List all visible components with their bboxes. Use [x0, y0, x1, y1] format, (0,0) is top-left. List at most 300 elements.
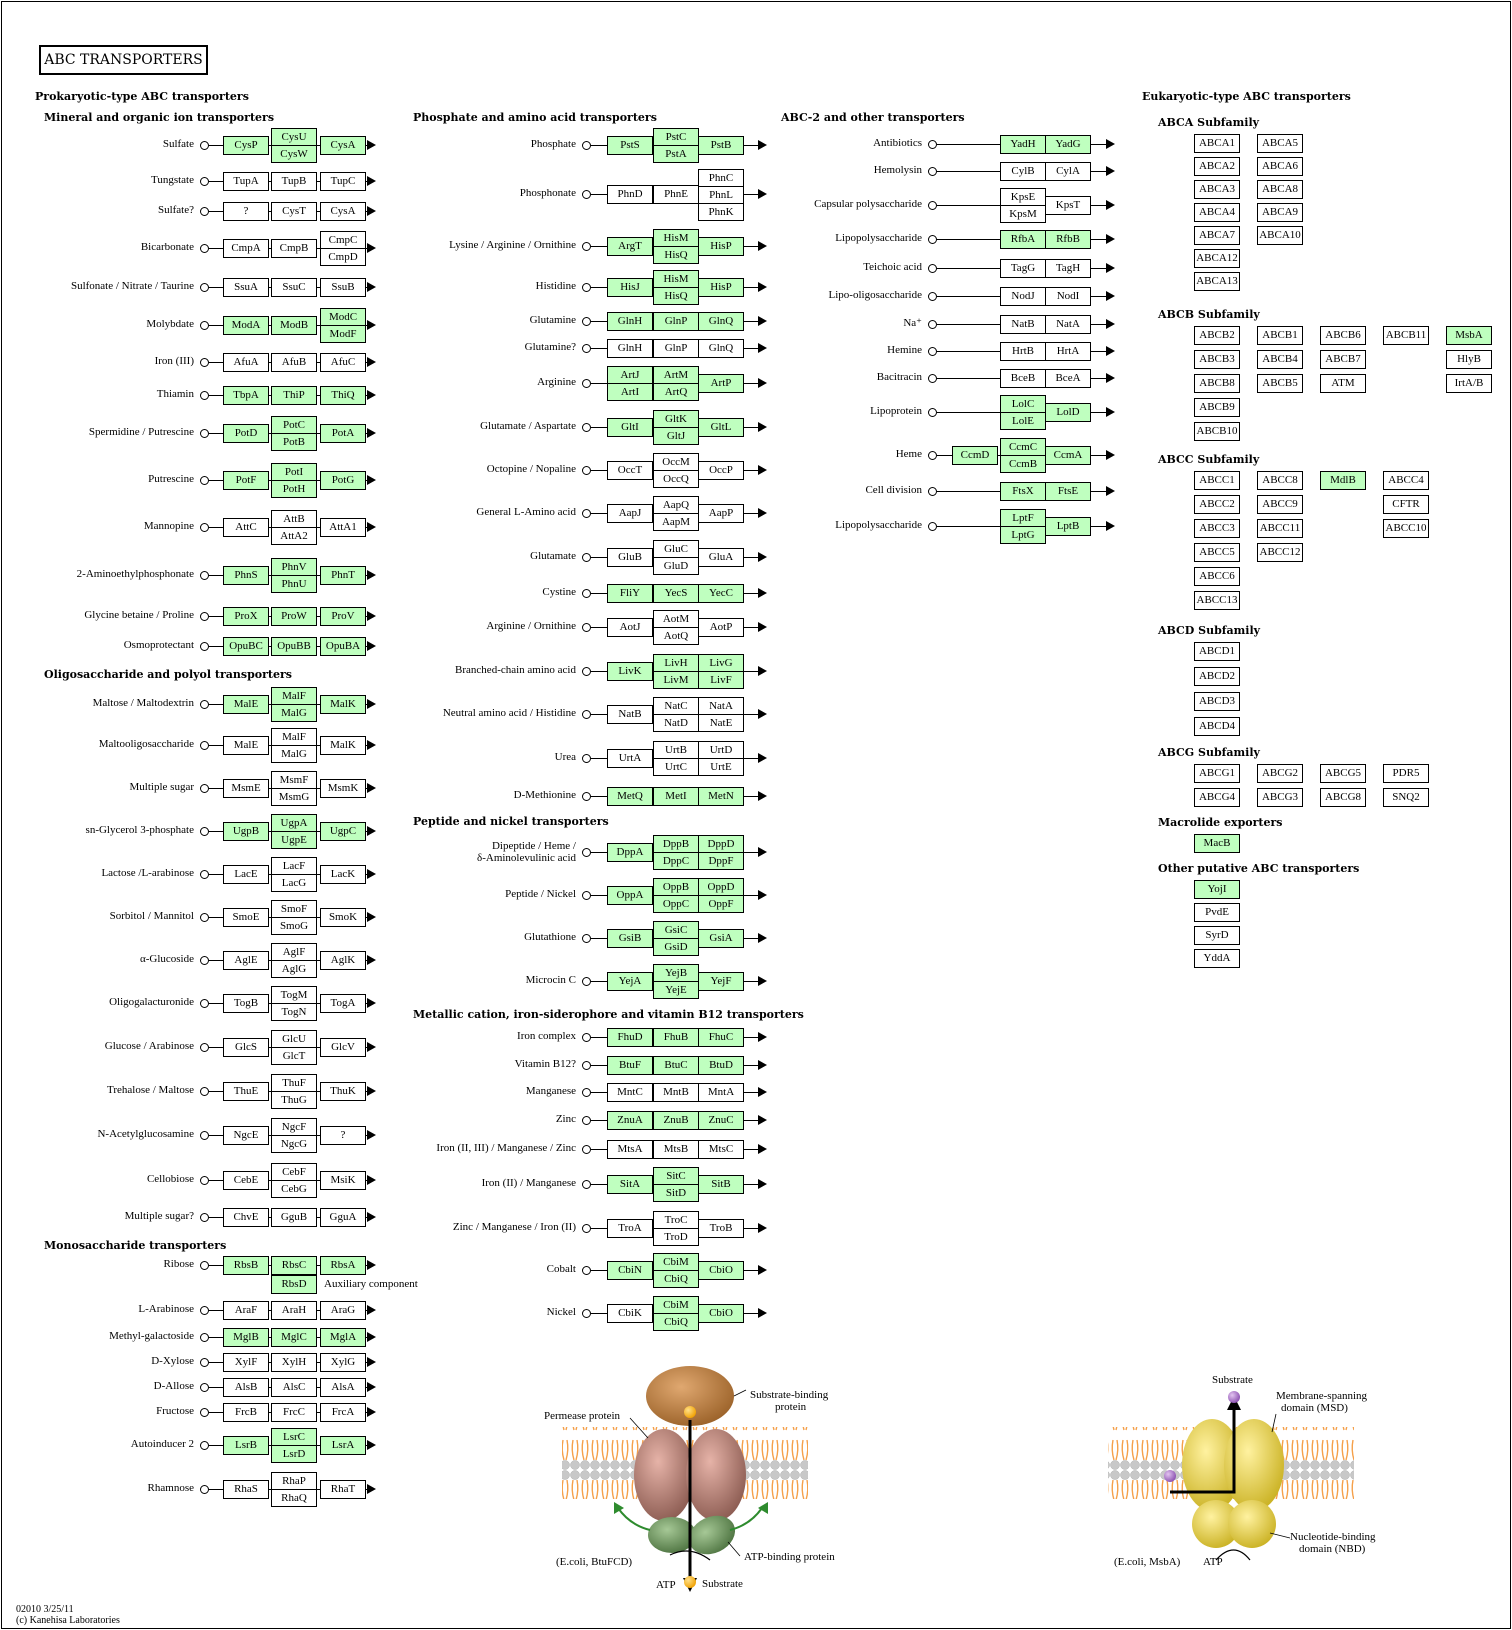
gene-b-potb[interactable]: PotB: [271, 433, 317, 451]
gene-thuk[interactable]: ThuK: [320, 1082, 366, 1101]
gene-macb[interactable]: MacB: [1194, 834, 1240, 853]
gene-btuc[interactable]: BtuC: [653, 1056, 699, 1075]
gene-prov[interactable]: ProV: [320, 607, 366, 626]
gene-araf[interactable]: AraF: [223, 1301, 269, 1320]
gene-c-livf[interactable]: LivF: [698, 671, 744, 689]
gene-aotj[interactable]: AotJ: [607, 618, 653, 637]
gene-b-malg[interactable]: MalG: [271, 745, 317, 763]
gene-hisp[interactable]: HisP: [698, 237, 744, 256]
gene-ccmd[interactable]: CcmD: [952, 446, 998, 465]
gene-b-atta2[interactable]: AttA2: [271, 527, 317, 545]
gene-rhat[interactable]: RhaT: [320, 1480, 366, 1499]
gene-agle[interactable]: AglE: [223, 951, 269, 970]
gene-snq2[interactable]: SNQ2: [1383, 788, 1429, 807]
gene-abca12[interactable]: ABCA12: [1194, 249, 1240, 268]
gene-yadg[interactable]: YadG: [1045, 135, 1091, 154]
gene-b-aglf[interactable]: AglF: [271, 943, 317, 961]
gene-b-cbim[interactable]: CbiM: [653, 1253, 699, 1271]
gene-afua[interactable]: AfuA: [223, 353, 269, 372]
gene-msba[interactable]: MsbA: [1446, 326, 1492, 345]
gene-abcd4[interactable]: ABCD4: [1194, 717, 1240, 736]
gene-cbio[interactable]: CbiO: [698, 1304, 744, 1323]
gene-thip[interactable]: ThiP: [271, 386, 317, 405]
gene-b-sitd[interactable]: SitD: [653, 1184, 699, 1202]
gene-cylb[interactable]: CylB: [1000, 162, 1046, 181]
gene-trob[interactable]: TroB: [698, 1219, 744, 1238]
gene-xylh[interactable]: XylH: [271, 1353, 317, 1372]
gene-b-lptf[interactable]: LptF: [1000, 509, 1046, 527]
gene-abcc5[interactable]: ABCC5: [1194, 543, 1240, 562]
gene-b-gltj[interactable]: GltJ: [653, 427, 699, 445]
gene-c-oppf[interactable]: OppF: [698, 895, 744, 913]
gene-c-cmpd[interactable]: CmpD: [320, 248, 366, 266]
gene-b-artq[interactable]: ArtQ: [653, 383, 699, 401]
gene-occt[interactable]: OccT: [607, 461, 653, 480]
gene-mglb[interactable]: MglB: [223, 1328, 269, 1347]
gene-c-phnk[interactable]: PhnK: [698, 203, 744, 221]
gene-b-lacg[interactable]: LacG: [271, 874, 317, 892]
gene-b-occq[interactable]: OccQ: [653, 470, 699, 488]
gene-ugpc[interactable]: UgpC: [320, 822, 366, 841]
gene-ggub[interactable]: GguB: [271, 1208, 317, 1227]
gene-thiq[interactable]: ThiQ: [320, 386, 366, 405]
gene-aapp[interactable]: AapP: [698, 504, 744, 523]
gene-b-attb[interactable]: AttB: [271, 510, 317, 528]
gene-rfbb[interactable]: RfbB: [1045, 230, 1091, 249]
gene-b-lsrd[interactable]: LsrD: [271, 1445, 317, 1463]
gene-abcc2[interactable]: ABCC2: [1194, 495, 1240, 514]
gene-gltl[interactable]: GltL: [698, 418, 744, 437]
gene-c-cmpc[interactable]: CmpC: [320, 231, 366, 249]
gene-ssub[interactable]: SsuB: [320, 278, 366, 297]
gene-ggua[interactable]: GguA: [320, 1208, 366, 1227]
gene-abcc8[interactable]: ABCC8: [1257, 471, 1303, 490]
gene-b-lptg[interactable]: LptG: [1000, 526, 1046, 544]
gene-opubb[interactable]: OpuBB: [271, 637, 317, 656]
gene-b-rhap[interactable]: RhaP: [271, 1472, 317, 1490]
gene-b-aapq[interactable]: AapQ: [653, 496, 699, 514]
gene-cysa[interactable]: CysA: [320, 202, 366, 221]
gene-frcc[interactable]: FrcC: [271, 1403, 317, 1422]
gene-xylg[interactable]: XylG: [320, 1353, 366, 1372]
gene-pstb[interactable]: PstB: [698, 136, 744, 155]
gene-b-lole[interactable]: LolE: [1000, 412, 1046, 430]
gene-b-rhaq[interactable]: RhaQ: [271, 1489, 317, 1507]
gene-nodi[interactable]: NodI: [1045, 287, 1091, 306]
gene-b-msmg[interactable]: MsmG: [271, 788, 317, 806]
gene-potf[interactable]: PotF: [223, 471, 269, 490]
gene-mnta[interactable]: MntA: [698, 1083, 744, 1102]
gene-b-urtc[interactable]: UrtC: [653, 758, 699, 776]
gene-tbpa[interactable]: TbpA: [223, 386, 269, 405]
gene-rbsb[interactable]: RbsB: [223, 1256, 269, 1275]
gene-b-poth[interactable]: PotH: [271, 480, 317, 498]
gene-male[interactable]: MalE: [223, 736, 269, 755]
gene-smoe[interactable]: SmoE: [223, 908, 269, 927]
gene-rbsc[interactable]: RbsC: [271, 1256, 317, 1275]
gene-pvde[interactable]: PvdE: [1194, 903, 1240, 922]
gene-metq[interactable]: MetQ: [607, 787, 653, 806]
gene-b-lsrc[interactable]: LsrC: [271, 1428, 317, 1446]
gene-kpst[interactable]: KpsT: [1045, 196, 1091, 215]
gene-b-ccmc[interactable]: CcmC: [1000, 438, 1046, 456]
gene-mntb[interactable]: MntB: [653, 1083, 699, 1102]
gene-glti[interactable]: GltI: [607, 418, 653, 437]
gene-abca9[interactable]: ABCA9: [1257, 203, 1303, 222]
gene-malk[interactable]: MalK: [320, 736, 366, 755]
gene-[interactable]: ?: [223, 202, 269, 221]
gene-togb[interactable]: TogB: [223, 994, 269, 1013]
gene-c-oppd[interactable]: OppD: [698, 878, 744, 896]
gene-b-glcu[interactable]: GlcU: [271, 1030, 317, 1048]
gene-mtsa[interactable]: MtsA: [607, 1140, 653, 1159]
gene-abcb10[interactable]: ABCB10: [1194, 422, 1240, 441]
gene-abcb7[interactable]: ABCB7: [1320, 350, 1366, 369]
gene-b-phnu[interactable]: PhnU: [271, 575, 317, 593]
gene-b-hisq[interactable]: HisQ: [653, 287, 699, 305]
gene-rbsa[interactable]: RbsA: [320, 1256, 366, 1275]
gene-b-dppb[interactable]: DppB: [653, 835, 699, 853]
gene-abca3[interactable]: ABCA3: [1194, 180, 1240, 199]
gene-b-livm[interactable]: LivM: [653, 671, 699, 689]
gene-lace[interactable]: LacE: [223, 865, 269, 884]
gene-nodj[interactable]: NodJ: [1000, 287, 1046, 306]
gene-b-malf[interactable]: MalF: [271, 728, 317, 746]
gene-abcc11[interactable]: ABCC11: [1257, 519, 1303, 538]
gene-bceb[interactable]: BceB: [1000, 369, 1046, 388]
gene-b-cysw[interactable]: CysW: [271, 145, 317, 163]
gene-troa[interactable]: TroA: [607, 1219, 653, 1238]
gene-b-togn[interactable]: TogN: [271, 1003, 317, 1021]
gene-abca1[interactable]: ABCA1: [1194, 134, 1240, 153]
gene-abcd3[interactable]: ABCD3: [1194, 692, 1240, 711]
gene-cyla[interactable]: CylA: [1045, 162, 1091, 181]
gene-pota[interactable]: PotA: [320, 424, 366, 443]
gene-hrtb[interactable]: HrtB: [1000, 342, 1046, 361]
gene-glnh[interactable]: GlnH: [607, 339, 653, 358]
gene-b-dppc[interactable]: DppC: [653, 852, 699, 870]
gene-thue[interactable]: ThuE: [223, 1082, 269, 1101]
gene-c-dppf[interactable]: DppF: [698, 852, 744, 870]
gene-abcb8[interactable]: ABCB8: [1194, 374, 1240, 393]
gene-arah[interactable]: AraH: [271, 1301, 317, 1320]
gene-atm[interactable]: ATM: [1320, 374, 1366, 393]
gene-cbik[interactable]: CbiK: [607, 1304, 653, 1323]
gene-occp[interactable]: OccP: [698, 461, 744, 480]
gene-glub[interactable]: GluB: [607, 548, 653, 567]
gene-hrta[interactable]: HrtA: [1045, 342, 1091, 361]
gene-b-natc[interactable]: NatC: [653, 697, 699, 715]
gene-male[interactable]: MalE: [223, 695, 269, 714]
gene-b-oppb[interactable]: OppB: [653, 878, 699, 896]
gene-gsia[interactable]: GsiA: [698, 929, 744, 948]
gene-abcc12[interactable]: ABCC12: [1257, 543, 1303, 562]
gene-cftr[interactable]: CFTR: [1383, 495, 1429, 514]
gene-afuc[interactable]: AfuC: [320, 353, 366, 372]
gene-yeja[interactable]: YejA: [607, 972, 653, 991]
gene-b-smog[interactable]: SmoG: [271, 917, 317, 935]
gene-b-cbiq[interactable]: CbiQ: [653, 1270, 699, 1288]
gene-abcc6[interactable]: ABCC6: [1194, 567, 1240, 586]
gene-b-ugpa[interactable]: UgpA: [271, 814, 317, 832]
gene-yejf[interactable]: YejF: [698, 972, 744, 991]
gene-prow[interactable]: ProW: [271, 607, 317, 626]
gene-c-phnc[interactable]: PhnC: [698, 169, 744, 187]
gene-sita[interactable]: SitA: [607, 1175, 653, 1194]
gene-glnq[interactable]: GlnQ: [698, 339, 744, 358]
gene-b-hism[interactable]: HisM: [653, 229, 699, 247]
gene-rhas[interactable]: RhaS: [223, 1480, 269, 1499]
gene-urta[interactable]: UrtA: [607, 749, 653, 768]
gene-abcb9[interactable]: ABCB9: [1194, 398, 1240, 417]
gene-glcv[interactable]: GlcV: [320, 1038, 366, 1057]
gene-lold[interactable]: LolD: [1045, 403, 1091, 422]
gene-hisj[interactable]: HisJ: [607, 278, 653, 297]
gene-attc[interactable]: AttC: [223, 518, 269, 537]
gene-phnd[interactable]: PhnD: [607, 185, 653, 204]
gene-cmpa[interactable]: CmpA: [223, 239, 269, 258]
gene-b-yeje[interactable]: YejE: [653, 981, 699, 999]
gene-c-urtd[interactable]: UrtD: [698, 741, 744, 759]
gene-b-pstc[interactable]: PstC: [653, 128, 699, 146]
gene-fhuc[interactable]: FhuC: [698, 1028, 744, 1047]
gene-b-gluc[interactable]: GluC: [653, 540, 699, 558]
gene-b-cbim[interactable]: CbiM: [653, 1296, 699, 1314]
gene-b-ngcg[interactable]: NgcG: [271, 1135, 317, 1153]
gene-b-oppc[interactable]: OppC: [653, 895, 699, 913]
gene-b-kpse[interactable]: KpsE: [1000, 188, 1046, 206]
gene-aapj[interactable]: AapJ: [607, 504, 653, 523]
gene-malk[interactable]: MalK: [320, 695, 366, 714]
gene-tagg[interactable]: TagG: [1000, 259, 1046, 278]
gene-meti[interactable]: MetI: [653, 787, 699, 806]
gene-abcc10[interactable]: ABCC10: [1383, 519, 1429, 538]
gene-b-aotq[interactable]: AotQ: [653, 627, 699, 645]
gene-frcb[interactable]: FrcB: [223, 1403, 269, 1422]
gene-abcg3[interactable]: ABCG3: [1257, 788, 1303, 807]
gene-abcb1[interactable]: ABCB1: [1257, 326, 1303, 345]
gene-mgla[interactable]: MglA: [320, 1328, 366, 1347]
gene-yecs[interactable]: YecS: [653, 584, 699, 603]
gene-aglk[interactable]: AglK: [320, 951, 366, 970]
gene-btud[interactable]: BtuD: [698, 1056, 744, 1075]
gene-xylf[interactable]: XylF: [223, 1353, 269, 1372]
gene-bcea[interactable]: BceA: [1045, 369, 1091, 388]
gene-psts[interactable]: PstS: [607, 136, 653, 155]
gene-b-aapm[interactable]: AapM: [653, 513, 699, 531]
gene-b-aglg[interactable]: AglG: [271, 960, 317, 978]
gene-msik[interactable]: MsiK: [320, 1171, 366, 1190]
gene-abca7[interactable]: ABCA7: [1194, 226, 1240, 245]
gene-b-aotm[interactable]: AotM: [653, 610, 699, 628]
gene-b-gsic[interactable]: GsiC: [653, 921, 699, 939]
gene-abca2[interactable]: ABCA2: [1194, 157, 1240, 176]
gene-lsrb[interactable]: LsrB: [223, 1436, 269, 1455]
gene-abcc3[interactable]: ABCC3: [1194, 519, 1240, 538]
gene-znua[interactable]: ZnuA: [607, 1111, 653, 1130]
gene-oppa[interactable]: OppA: [607, 886, 653, 905]
gene-abcc4[interactable]: ABCC4: [1383, 471, 1429, 490]
gene-cbin[interactable]: CbiN: [607, 1261, 653, 1280]
gene-afub[interactable]: AfuB: [271, 353, 317, 372]
gene-aotp[interactable]: AotP: [698, 618, 744, 637]
gene-b-sitc[interactable]: SitC: [653, 1167, 699, 1185]
gene-b-cebf[interactable]: CebF: [271, 1163, 317, 1181]
gene-[interactable]: ?: [320, 1126, 366, 1145]
gene-fhub[interactable]: FhuB: [653, 1028, 699, 1047]
gene-glnp[interactable]: GlnP: [653, 339, 699, 358]
gene-abcb4[interactable]: ABCB4: [1257, 350, 1303, 369]
gene-abcc13[interactable]: ABCC13: [1194, 591, 1240, 610]
gene-b-smof[interactable]: SmoF: [271, 900, 317, 918]
gene-glnh[interactable]: GlnH: [607, 312, 653, 331]
gene-irta-b[interactable]: IrtA/B: [1446, 374, 1492, 393]
gene-alsb[interactable]: AlsB: [223, 1378, 269, 1397]
gene-yoji[interactable]: YojI: [1194, 880, 1240, 899]
gene-smok[interactable]: SmoK: [320, 908, 366, 927]
gene-abca8[interactable]: ABCA8: [1257, 180, 1303, 199]
gene-glcs[interactable]: GlcS: [223, 1038, 269, 1057]
gene-cbio[interactable]: CbiO: [698, 1261, 744, 1280]
gene-pdr5[interactable]: PDR5: [1383, 764, 1429, 783]
gene-ftsx[interactable]: FtsX: [1000, 482, 1046, 501]
gene-c-livg[interactable]: LivG: [698, 654, 744, 672]
gene-znuc[interactable]: ZnuC: [698, 1111, 744, 1130]
gene-phns[interactable]: PhnS: [223, 566, 269, 585]
gene-b-malf[interactable]: MalF: [271, 687, 317, 705]
gene-metn[interactable]: MetN: [698, 787, 744, 806]
gene-hisp[interactable]: HisP: [698, 278, 744, 297]
gene-b-poti[interactable]: PotI: [271, 463, 317, 481]
gene-abcb3[interactable]: ABCB3: [1194, 350, 1240, 369]
gene-lptb[interactable]: LptB: [1045, 517, 1091, 536]
gene-abcd2[interactable]: ABCD2: [1194, 667, 1240, 686]
gene-glnp[interactable]: GlnP: [653, 312, 699, 331]
gene-tupc[interactable]: TupC: [320, 172, 366, 191]
gene-abcb11[interactable]: ABCB11: [1383, 326, 1429, 345]
gene-moda[interactable]: ModA: [223, 316, 269, 335]
gene-ftse[interactable]: FtsE: [1045, 482, 1091, 501]
gene-btuf[interactable]: BtuF: [607, 1056, 653, 1075]
gene-b-artm[interactable]: ArtM: [653, 366, 699, 384]
gene-abca4[interactable]: ABCA4: [1194, 203, 1240, 222]
gene-mtsb[interactable]: MtsB: [653, 1140, 699, 1159]
gene-b-lacf[interactable]: LacF: [271, 857, 317, 875]
gene-arag[interactable]: AraG: [320, 1301, 366, 1320]
gene-hlyb[interactable]: HlyB: [1446, 350, 1492, 369]
gene-b-glud[interactable]: GluD: [653, 557, 699, 575]
gene-ssua[interactable]: SsuA: [223, 278, 269, 297]
gene-abcb6[interactable]: ABCB6: [1320, 326, 1366, 345]
gene-b-gsid[interactable]: GsiD: [653, 938, 699, 956]
gene-b-potc[interactable]: PotC: [271, 416, 317, 434]
gene-ccma[interactable]: CcmA: [1045, 446, 1091, 465]
gene-gsib[interactable]: GsiB: [607, 929, 653, 948]
gene-cyst[interactable]: CysT: [271, 202, 317, 221]
gene-glua[interactable]: GluA: [698, 548, 744, 567]
gene-cysp[interactable]: CysP: [223, 136, 269, 155]
gene-b-occm[interactable]: OccM: [653, 453, 699, 471]
gene-fhud[interactable]: FhuD: [607, 1028, 653, 1047]
gene-abca13[interactable]: ABCA13: [1194, 272, 1240, 291]
gene-mntc[interactable]: MntC: [607, 1083, 653, 1102]
gene-mdlb[interactable]: MdlB: [1320, 471, 1366, 490]
gene-syrd[interactable]: SyrD: [1194, 926, 1240, 945]
gene-abca10[interactable]: ABCA10: [1257, 226, 1303, 245]
gene-b-gltk[interactable]: GltK: [653, 410, 699, 428]
gene-b-lolc[interactable]: LolC: [1000, 395, 1046, 413]
gene-a-arti[interactable]: ArtI: [607, 383, 653, 401]
gene-artp[interactable]: ArtP: [698, 374, 744, 393]
gene-b-livh[interactable]: LivH: [653, 654, 699, 672]
gene-ssuc[interactable]: SsuC: [271, 278, 317, 297]
gene-b-thuf[interactable]: ThuF: [271, 1074, 317, 1092]
gene-natb[interactable]: NatB: [607, 705, 653, 724]
gene-cebe[interactable]: CebE: [223, 1171, 269, 1190]
gene-c-modf[interactable]: ModF: [320, 325, 366, 343]
gene-tupb[interactable]: TupB: [271, 172, 317, 191]
gene-znub[interactable]: ZnuB: [653, 1111, 699, 1130]
gene-b-yejb[interactable]: YejB: [653, 964, 699, 982]
gene-fliy[interactable]: FliY: [607, 584, 653, 603]
gene-abcd1[interactable]: ABCD1: [1194, 642, 1240, 661]
gene-b-hism[interactable]: HisM: [653, 270, 699, 288]
gene-c-urte[interactable]: UrtE: [698, 758, 744, 776]
gene-b-thug[interactable]: ThuG: [271, 1091, 317, 1109]
gene-c-dppd[interactable]: DppD: [698, 835, 744, 853]
gene-phnt[interactable]: PhnT: [320, 566, 366, 585]
gene-c-nate[interactable]: NatE: [698, 714, 744, 732]
gene-abcb5[interactable]: ABCB5: [1257, 374, 1303, 393]
gene-ugpb[interactable]: UgpB: [223, 822, 269, 841]
gene-b-troc[interactable]: TroC: [653, 1211, 699, 1229]
gene-b-trod[interactable]: TroD: [653, 1228, 699, 1246]
gene-b-ccmb[interactable]: CcmB: [1000, 455, 1046, 473]
gene-dppa[interactable]: DppA: [607, 843, 653, 862]
gene-b-hisq[interactable]: HisQ: [653, 246, 699, 264]
gene-a-artj[interactable]: ArtJ: [607, 366, 653, 384]
gene-glnq[interactable]: GlnQ: [698, 312, 744, 331]
gene-mtsc[interactable]: MtsC: [698, 1140, 744, 1159]
gene-c-modc[interactable]: ModC: [320, 308, 366, 326]
gene-potd[interactable]: PotD: [223, 424, 269, 443]
gene-abcc9[interactable]: ABCC9: [1257, 495, 1303, 514]
gene-abcb2[interactable]: ABCB2: [1194, 326, 1240, 345]
gene-atta1[interactable]: AttA1: [320, 518, 366, 537]
gene-alsa[interactable]: AlsA: [320, 1378, 366, 1397]
gene-livk[interactable]: LivK: [607, 662, 653, 681]
gene-abcc1[interactable]: ABCC1: [1194, 471, 1240, 490]
gene-tupa[interactable]: TupA: [223, 172, 269, 191]
gene-abcg2[interactable]: ABCG2: [1257, 764, 1303, 783]
gene-b-ugpe[interactable]: UgpE: [271, 831, 317, 849]
gene-abca6[interactable]: ABCA6: [1257, 157, 1303, 176]
gene-abcg4[interactable]: ABCG4: [1194, 788, 1240, 807]
gene-ydda[interactable]: YddA: [1194, 949, 1240, 968]
gene-b-ngcf[interactable]: NgcF: [271, 1118, 317, 1136]
gene-b-glct[interactable]: GlcT: [271, 1047, 317, 1065]
gene-prox[interactable]: ProX: [223, 607, 269, 626]
gene-sitb[interactable]: SitB: [698, 1175, 744, 1194]
gene-lsra[interactable]: LsrA: [320, 1436, 366, 1455]
gene-b-natd[interactable]: NatD: [653, 714, 699, 732]
gene-cysa[interactable]: CysA: [320, 136, 366, 155]
gene-yadh[interactable]: YadH: [1000, 135, 1046, 154]
gene-b-urtb[interactable]: UrtB: [653, 741, 699, 759]
gene-ngce[interactable]: NgcE: [223, 1126, 269, 1145]
gene-b-cebg[interactable]: CebG: [271, 1180, 317, 1198]
gene-rbsd[interactable]: RbsD: [271, 1275, 317, 1294]
